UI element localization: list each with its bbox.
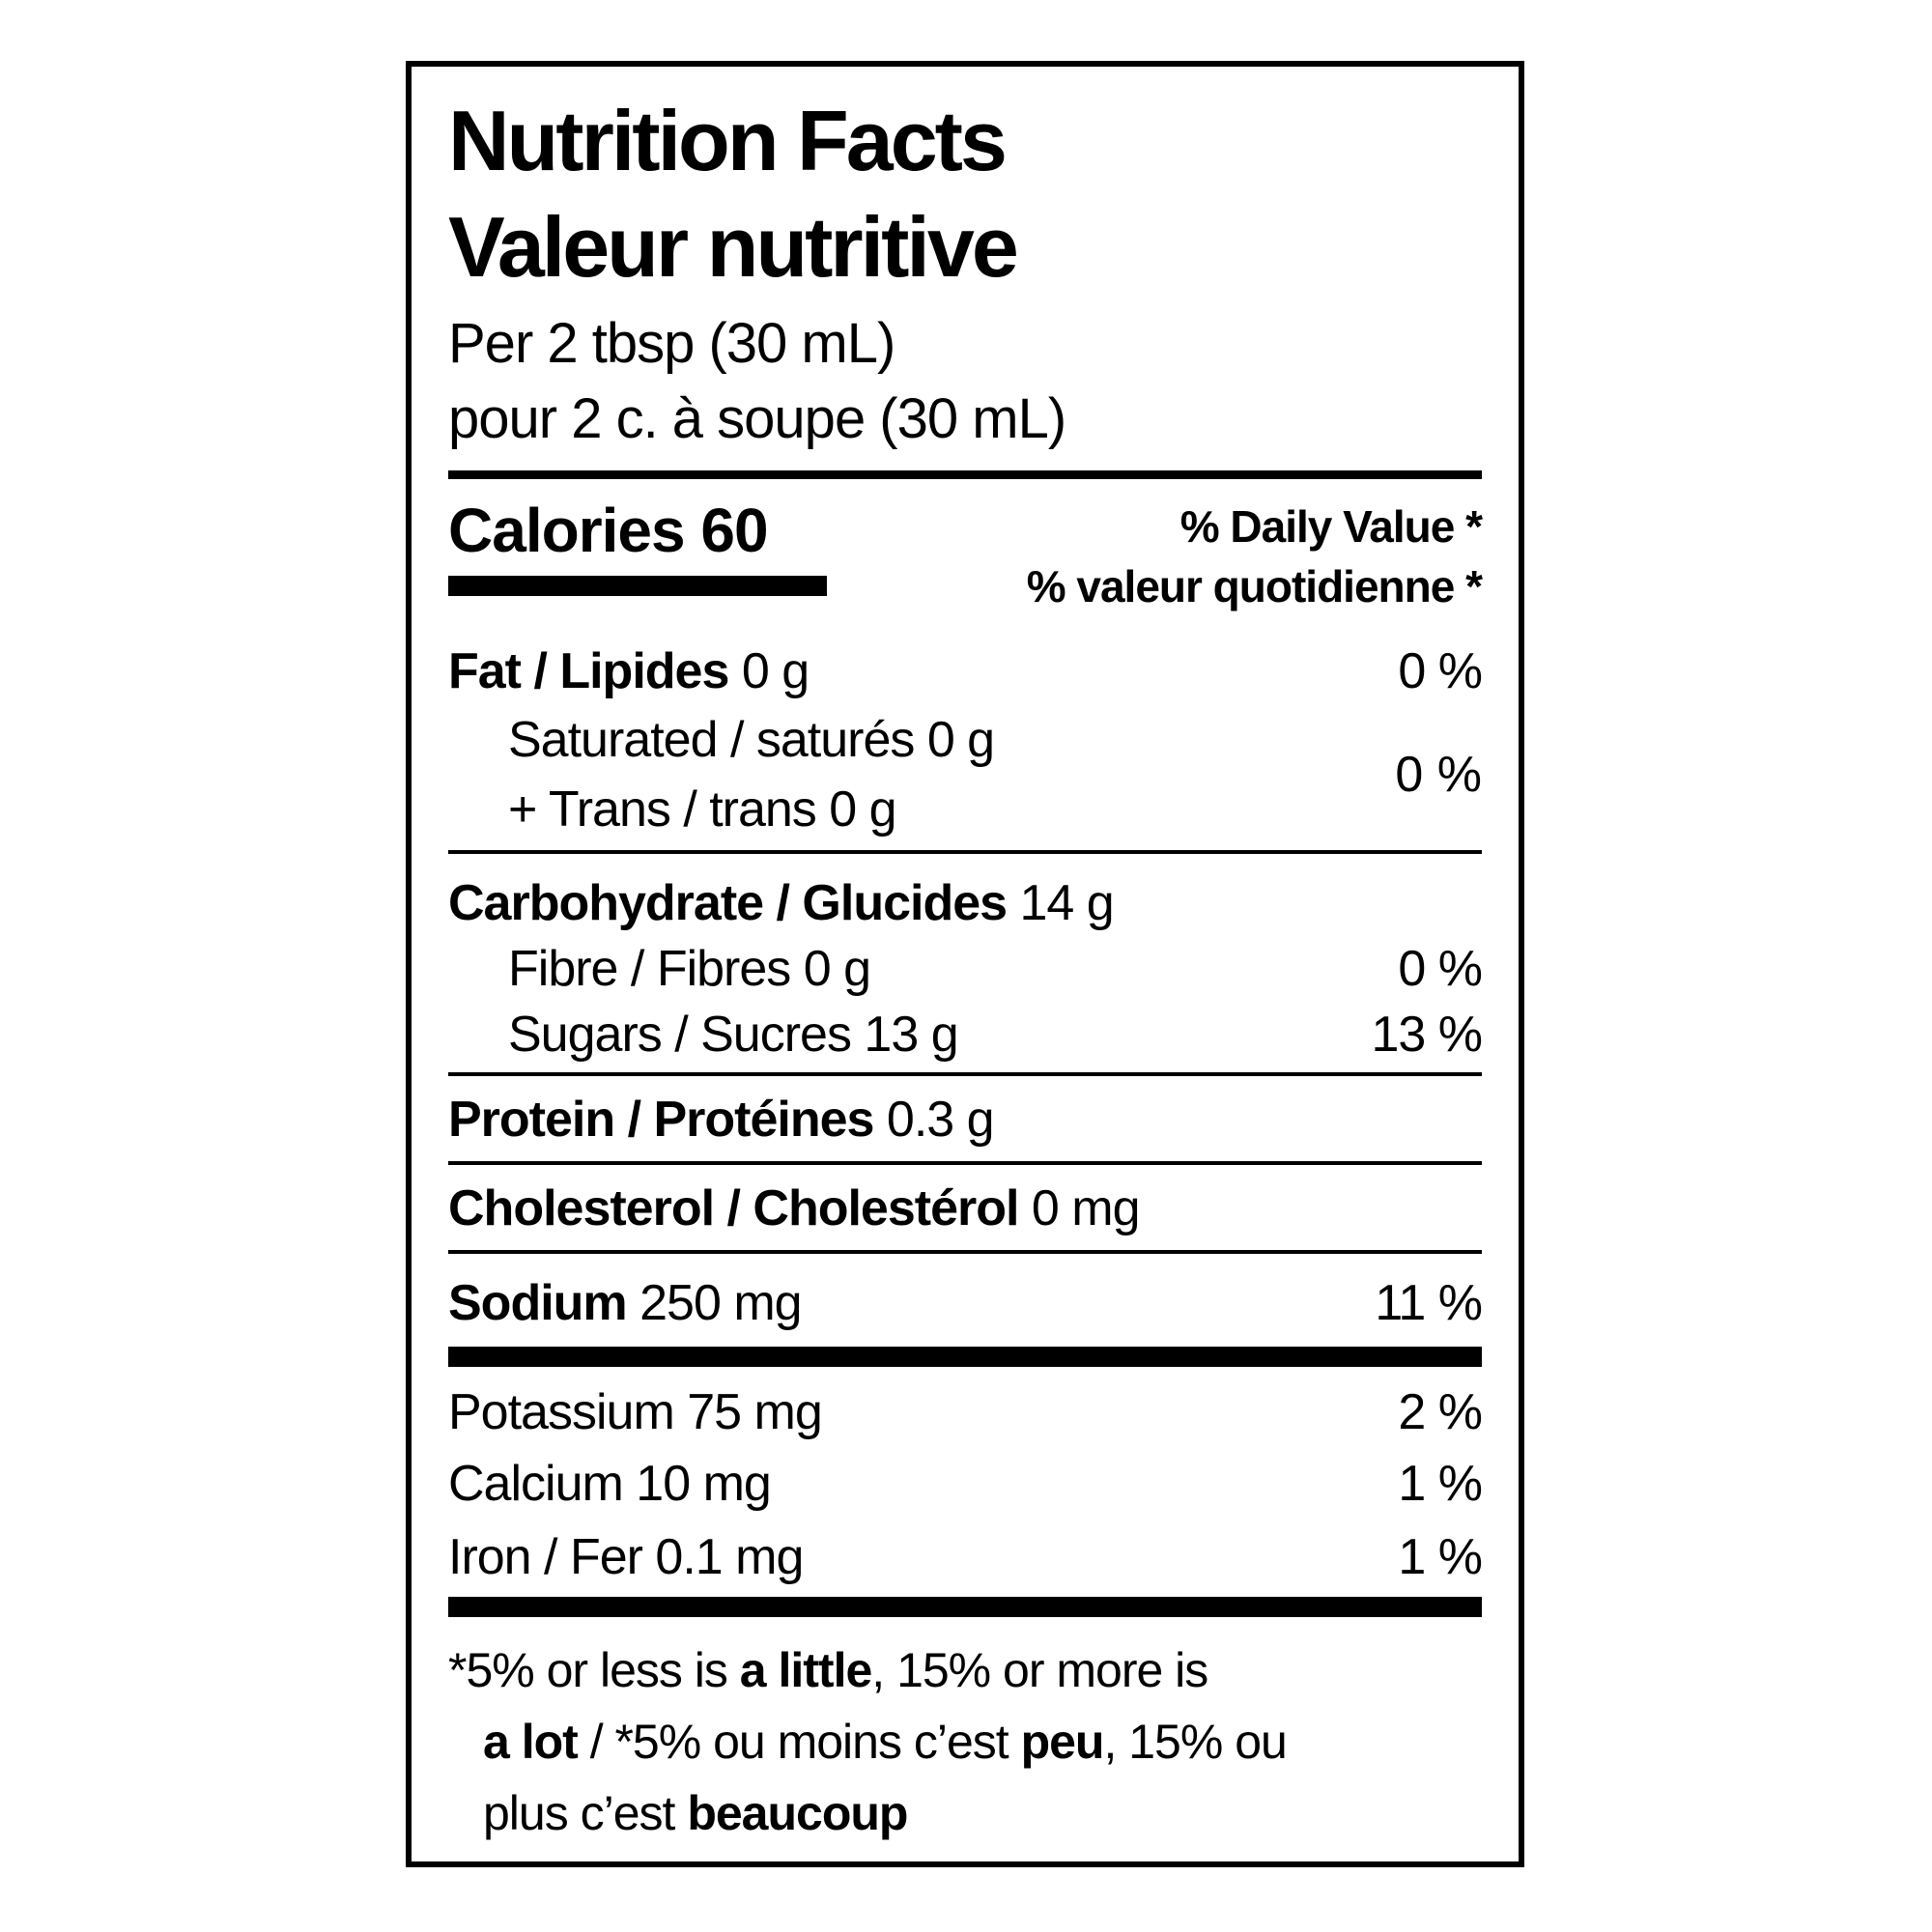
footnote-bold-a-little: a little (739, 1643, 872, 1697)
protein-value: 0.3 g (886, 1092, 994, 1148)
row-saturated-trans (448, 705, 1482, 844)
row-potassium (448, 1382, 1482, 1442)
iron-daily-value: 1 % (1398, 1529, 1482, 1585)
divider-rule (448, 1161, 1482, 1165)
iron-label: Iron / Fer (448, 1529, 642, 1585)
footnote-bold-peu: peu (1020, 1715, 1104, 1769)
nutrition-facts-label (406, 61, 1524, 1867)
calcium-value: 10 mg (636, 1456, 771, 1512)
fat-text (448, 641, 809, 701)
saturated-trans-daily-value: 0 % (1395, 747, 1482, 803)
row-sugars (448, 1005, 1482, 1065)
sodium-daily-value: 11 % (1375, 1275, 1482, 1331)
iron-text (448, 1527, 803, 1587)
fibre-text (448, 939, 870, 999)
daily-value-header-en: % Daily Value * (1179, 501, 1482, 552)
footnote-text: , 15% or more is (871, 1643, 1208, 1697)
row-fibre (448, 939, 1482, 999)
daily-value-header (1027, 497, 1482, 616)
footnote-asterisk: * (448, 1643, 467, 1697)
footnote-bold-beaucoup: beaucoup (687, 1786, 908, 1840)
row-cholesterol (448, 1179, 1482, 1238)
carbohydrate-text (448, 873, 1114, 933)
label-title-en: Nutrition Facts (448, 93, 1005, 188)
serving-size-block (448, 306, 1482, 457)
fibre-value: 0 g (803, 941, 871, 997)
footnote-bold-a-lot: a lot (483, 1715, 578, 1769)
footnote-text: , 15% ou (1103, 1715, 1287, 1769)
calories-underline-bar (448, 576, 827, 596)
saturated-text (508, 705, 994, 775)
fibre-daily-value: 0 % (1398, 941, 1482, 997)
sugars-value: 13 g (864, 1007, 958, 1063)
potassium-value: 75 mg (687, 1384, 822, 1440)
row-sodium (448, 1273, 1482, 1333)
footnote (448, 1634, 1482, 1849)
fat-value: 0 g (741, 643, 810, 699)
divider-rule (448, 1072, 1482, 1076)
carbohydrate-value: 14 g (1019, 875, 1114, 931)
row-protein (448, 1090, 1482, 1150)
protein-text (448, 1090, 994, 1150)
thick-divider-bar (448, 1597, 1482, 1617)
footnote-line-3 (448, 1777, 1482, 1849)
row-fat (448, 641, 1482, 701)
label-title-fr: Valeur nutritive (448, 199, 1016, 295)
saturated-value: 0 g (926, 712, 995, 768)
carbohydrate-label: Carbohydrate / Glucides (448, 875, 1008, 931)
serving-size-en: Per 2 tbsp (30 mL) (448, 312, 895, 375)
sodium-value: 250 mg (639, 1275, 802, 1331)
sugars-daily-value: 13 % (1371, 1007, 1482, 1063)
row-iron (448, 1527, 1482, 1587)
sodium-text (448, 1273, 802, 1333)
footnote-text: 5% or less is (466, 1643, 740, 1697)
potassium-text (448, 1382, 822, 1442)
saturated-trans-text (448, 705, 994, 844)
divider-rule (448, 850, 1482, 854)
divider-rule (448, 1250, 1482, 1254)
trans-label: + Trans / trans (508, 781, 816, 838)
calories-block (448, 497, 827, 616)
sugars-text (448, 1005, 958, 1065)
sugars-label: Sugars / Sucres (508, 1007, 851, 1063)
sodium-label: Sodium (448, 1275, 627, 1331)
trans-text (508, 775, 994, 844)
footnote-text: / *5% ou moins c’est (577, 1715, 1021, 1769)
calories-value: 60 (700, 496, 768, 565)
footnote-text: plus c’est (483, 1786, 688, 1840)
serving-size-fr: pour 2 c. à soupe (30 mL) (448, 387, 1066, 450)
saturated-label: Saturated / saturés (508, 712, 915, 768)
cholesterol-label: Cholesterol / Cholestérol (448, 1180, 1019, 1236)
potassium-daily-value: 2 % (1398, 1384, 1482, 1440)
cholesterol-text (448, 1179, 1140, 1238)
daily-value-header-fr: % valeur quotidienne * (1026, 561, 1482, 611)
footnote-line-1 (448, 1634, 1482, 1706)
serving-divider-rule (448, 470, 1482, 479)
footnote-line-2 (448, 1706, 1482, 1777)
calcium-daily-value: 1 % (1398, 1456, 1482, 1512)
calories-label: Calories (448, 496, 685, 565)
row-calcium (448, 1454, 1482, 1514)
row-carbohydrate (448, 873, 1482, 933)
potassium-label: Potassium (448, 1384, 674, 1440)
fat-daily-value: 0 % (1398, 643, 1482, 699)
calcium-text (448, 1454, 771, 1514)
calcium-label: Calcium (448, 1456, 623, 1512)
cholesterol-value: 0 mg (1031, 1180, 1140, 1236)
fat-label: Fat / Lipides (448, 643, 729, 699)
calories-text (448, 497, 827, 564)
calories-section (448, 497, 1482, 616)
protein-label: Protein / Protéines (448, 1092, 874, 1148)
fibre-label: Fibre / Fibres (508, 941, 791, 997)
trans-value: 0 g (829, 781, 896, 838)
thick-divider-bar (448, 1347, 1482, 1367)
iron-value: 0.1 mg (655, 1529, 804, 1585)
